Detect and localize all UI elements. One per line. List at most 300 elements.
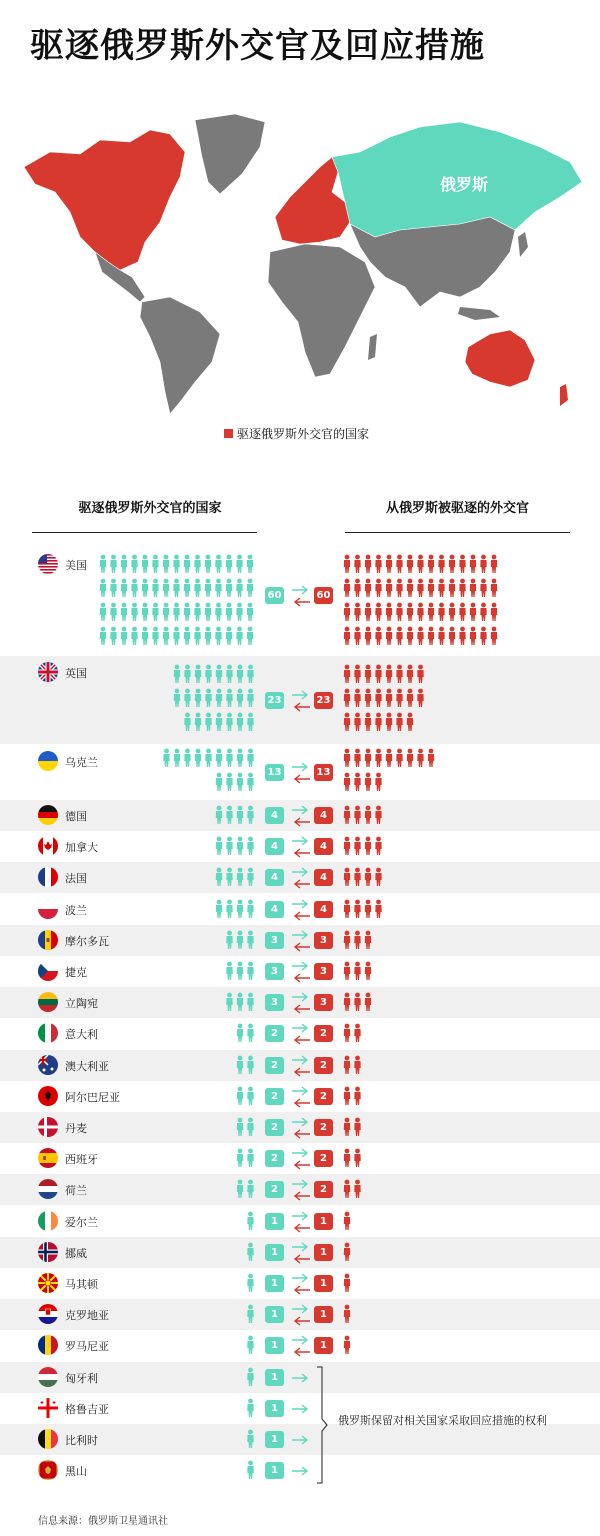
person-icon-expelling: [226, 555, 232, 573]
person-icon-expelling: [247, 1024, 253, 1042]
person-icon-expelling: [184, 665, 190, 683]
right-header-rule: [345, 532, 570, 533]
country-name: 罗马尼亚: [65, 1340, 109, 1354]
person-icon-expelling: [173, 579, 179, 597]
person-icon-expelling: [131, 603, 137, 621]
person-icon-expelling: [100, 555, 106, 573]
person-icon-expelled: [417, 749, 423, 767]
person-icon-expelled: [375, 899, 381, 917]
person-icon-expelled: [396, 627, 402, 645]
person-icon-expelling: [142, 555, 148, 573]
person-icon-expelling: [152, 603, 158, 621]
person-icon-expelling: [247, 689, 253, 707]
person-icon-expelled: [375, 837, 381, 855]
person-icon-expelling: [247, 1336, 253, 1354]
person-icon-expelling: [236, 555, 242, 573]
person-icon-expelling: [247, 993, 253, 1011]
person-icon-expelled: [344, 1180, 350, 1198]
person-icon-expelling: [247, 806, 253, 824]
person-icon-expelled: [344, 665, 350, 683]
exchange-arrows-icon: [290, 760, 312, 786]
person-icon-expelled: [365, 837, 371, 855]
person-icon-expelling: [226, 899, 232, 917]
person-icon-expelled: [386, 713, 392, 731]
person-icon-expelling: [131, 555, 137, 573]
person-icon-expelled: [375, 627, 381, 645]
person-icon-expelling: [110, 627, 116, 645]
person-icon-expelled: [365, 627, 371, 645]
country-name: 摩尔多瓦: [65, 934, 109, 948]
person-icon-expelling: [247, 1398, 253, 1416]
country-row: [0, 656, 600, 744]
person-icon-expelling: [184, 579, 190, 597]
person-icon-expelled: [354, 868, 360, 886]
person-icon-expelling: [247, 1305, 253, 1323]
person-icon-expelled: [459, 555, 465, 573]
person-icon-expelling: [247, 749, 253, 767]
person-icon-expelled: [354, 665, 360, 683]
person-icon-expelling: [216, 837, 222, 855]
person-icon-expelling: [184, 713, 190, 731]
exchange-arrows-icon: [290, 865, 312, 891]
expelled-count: 2: [265, 1181, 284, 1198]
person-icon-expelled: [407, 713, 413, 731]
right-column-header: 从俄罗斯被驱逐的外交官: [385, 501, 529, 516]
source-note: 信息来源：俄罗斯卫星通讯社: [38, 1516, 168, 1527]
country-row: [0, 1268, 600, 1299]
person-icon-expelling: [174, 665, 180, 683]
person-icon-expelled: [344, 837, 350, 855]
person-icon-expelling: [247, 1211, 253, 1229]
person-icon-expelling: [205, 603, 211, 621]
person-icon-expelled: [354, 1118, 360, 1136]
person-icon-expelled: [480, 579, 486, 597]
left-column-header: 驱逐俄罗斯外交官的国家: [78, 501, 222, 516]
person-icon-expelling: [215, 627, 221, 645]
person-icon-expelled: [407, 555, 413, 573]
person-icon-expelled: [344, 1086, 350, 1104]
person-icon-expelling: [121, 627, 127, 645]
exchange-arrows-icon: [290, 990, 312, 1016]
person-icon-expelling: [237, 868, 243, 886]
person-icon-expelled: [459, 579, 465, 597]
person-icon-expelled: [354, 689, 360, 707]
person-icon-expelled: [449, 579, 455, 597]
person-icon-expelling: [216, 773, 222, 791]
person-icon-expelling: [163, 603, 169, 621]
person-icon-expelling: [236, 579, 242, 597]
country-name: 荷兰: [65, 1184, 87, 1198]
person-icon-expelling: [247, 1367, 253, 1385]
country-row: [0, 1174, 600, 1205]
person-icon-expelled: [396, 665, 402, 683]
person-icon-expelling: [110, 555, 116, 573]
country-name: 爱尔兰: [65, 1215, 98, 1229]
person-icon-expelling: [247, 1274, 253, 1292]
person-icon-expelling: [216, 806, 222, 824]
person-icon-expelled: [365, 899, 371, 917]
person-icon-expelling: [215, 579, 221, 597]
person-icon-expelling: [247, 962, 253, 980]
person-icon-expelling: [174, 689, 180, 707]
person-icon-expelled: [428, 603, 434, 621]
country-row: [0, 1330, 600, 1361]
country-name: 比利时: [65, 1434, 98, 1447]
person-icon-expelled: [354, 837, 360, 855]
person-icon-expelling: [195, 713, 201, 731]
expelled-count: 1: [265, 1400, 284, 1417]
person-icon-expelling: [237, 806, 243, 824]
response-count: 4: [314, 901, 333, 918]
person-icon-expelled: [354, 773, 360, 791]
exchange-arrows-icon: [290, 583, 312, 609]
person-icon-expelled: [365, 749, 371, 767]
country-row: [0, 925, 600, 956]
left-header-rule: [32, 532, 257, 533]
person-icon-expelled: [344, 1274, 350, 1292]
person-icon-expelling: [184, 689, 190, 707]
map-south-america: [140, 297, 220, 414]
person-icon-expelled: [438, 555, 444, 573]
person-icon-expelling: [226, 930, 232, 948]
person-icon-expelled: [344, 1242, 350, 1260]
person-icon-expelled: [344, 1336, 350, 1354]
person-icon-expelling: [131, 579, 137, 597]
person-icon-expelled: [396, 749, 402, 767]
person-icon-expelled: [375, 713, 381, 731]
map-greenland: [195, 114, 265, 194]
person-icon-expelled: [344, 1149, 350, 1167]
exchange-arrows-icon: [290, 1302, 312, 1328]
person-icon-expelling: [247, 1086, 253, 1104]
response-count: 2: [314, 1088, 333, 1105]
exchange-arrows-icon: [290, 1177, 312, 1203]
country-name: 格鲁吉亚: [65, 1402, 109, 1416]
person-icon-expelled: [386, 665, 392, 683]
country-name: 西班牙: [65, 1153, 98, 1167]
person-icon-expelled: [407, 627, 413, 645]
person-icon-expelling: [205, 579, 211, 597]
person-icon-expelled: [386, 555, 392, 573]
person-icon-expelled: [491, 627, 497, 645]
country-row: [0, 1112, 600, 1143]
country-name: 克罗地亚: [65, 1309, 109, 1323]
person-icon-expelled: [344, 993, 350, 1011]
country-row: [0, 1018, 600, 1049]
person-icon-expelled: [344, 555, 350, 573]
person-icon-expelled: [344, 579, 350, 597]
expelled-count: 3: [265, 932, 284, 949]
country-row: [0, 1050, 600, 1081]
person-icon-expelling: [163, 749, 169, 767]
person-icon-expelling: [195, 689, 201, 707]
map-legend: [224, 425, 369, 442]
expelled-count: 13: [265, 764, 284, 781]
person-icon-expelling: [131, 627, 137, 645]
exchange-arrows-icon: [290, 1084, 312, 1110]
person-icon-expelled: [354, 899, 360, 917]
person-icon-expelled: [449, 603, 455, 621]
person-icon-expelled: [407, 665, 413, 683]
map-new-zealand: [560, 384, 568, 406]
person-icon-expelling: [247, 665, 253, 683]
person-icon-expelling: [194, 579, 200, 597]
person-icon-expelled: [396, 555, 402, 573]
person-icon-expelling: [215, 555, 221, 573]
person-icon-expelled: [354, 749, 360, 767]
expelled-count: 2: [265, 1088, 284, 1105]
person-icon-expelled: [365, 579, 371, 597]
person-icon-expelling: [100, 579, 106, 597]
country-row: [0, 862, 600, 893]
response-count: 1: [314, 1244, 333, 1261]
expelled-count: 4: [265, 869, 284, 886]
expelled-count: 1: [265, 1369, 284, 1386]
exchange-arrows-icon: [290, 897, 312, 923]
person-icon-expelled: [354, 1024, 360, 1042]
person-icon-expelled: [344, 962, 350, 980]
person-icon-expelled: [396, 579, 402, 597]
country-row: [0, 548, 600, 654]
person-icon-expelling: [226, 806, 232, 824]
person-icon-expelling: [152, 555, 158, 573]
person-icon-expelling: [247, 1461, 253, 1479]
person-icon-expelling: [237, 899, 243, 917]
response-count: 1: [314, 1337, 333, 1354]
person-icon-expelled: [375, 773, 381, 791]
person-icon-expelled: [354, 806, 360, 824]
person-icon-expelling: [237, 773, 243, 791]
country-name: 美国: [65, 559, 87, 572]
exchange-arrows-icon: [290, 1427, 312, 1453]
person-icon-expelling: [247, 930, 253, 948]
person-icon-expelling: [205, 555, 211, 573]
expelled-count: 4: [265, 838, 284, 855]
person-icon-expelled: [407, 749, 413, 767]
exchange-arrows-icon: [290, 1333, 312, 1359]
person-icon-expelling: [247, 1430, 253, 1448]
response-count: 1: [314, 1306, 333, 1323]
country-name: 英国: [65, 667, 87, 680]
country-name: 澳大利亚: [65, 1059, 109, 1073]
map-madagascar: [368, 334, 377, 360]
expelled-count: 2: [265, 1150, 284, 1167]
person-icon-expelled: [491, 603, 497, 621]
person-icon-expelling: [247, 837, 253, 855]
person-icon-expelling: [247, 1118, 253, 1136]
country-row: [0, 1424, 600, 1455]
country-row: [0, 894, 600, 925]
person-icon-expelling: [216, 899, 222, 917]
person-icon-expelling: [142, 579, 148, 597]
person-icon-expelling: [174, 749, 180, 767]
person-icon-expelled: [428, 555, 434, 573]
person-icon-expelling: [226, 993, 232, 1011]
person-icon-expelled: [417, 555, 423, 573]
map-japan: [518, 232, 528, 257]
person-icon-expelled: [449, 627, 455, 645]
person-icon-expelled: [459, 603, 465, 621]
person-icon-expelled: [354, 603, 360, 621]
person-icon-expelled: [344, 868, 350, 886]
exchange-arrows-icon: [290, 1271, 312, 1297]
person-icon-expelling: [205, 627, 211, 645]
person-icon-expelling: [184, 749, 190, 767]
map-north-america: [24, 130, 185, 270]
exchange-arrows-icon: [290, 1458, 312, 1484]
person-icon-expelled: [365, 555, 371, 573]
exchange-arrows-icon: [290, 928, 312, 954]
person-icon-expelling: [237, 962, 243, 980]
person-icon-expelled: [449, 555, 455, 573]
person-icon-expelled: [354, 1149, 360, 1167]
person-icon-expelling: [121, 603, 127, 621]
country-row: [0, 800, 600, 831]
person-icon-expelled: [470, 555, 476, 573]
person-icon-expelled: [407, 579, 413, 597]
person-icon-expelling: [247, 1149, 253, 1167]
person-icon-expelled: [428, 749, 434, 767]
person-icon-expelled: [396, 689, 402, 707]
person-icon-expelled: [417, 579, 423, 597]
person-icon-expelling: [237, 993, 243, 1011]
expelled-count: 2: [265, 1025, 284, 1042]
person-icon-expelled: [344, 1305, 350, 1323]
country-name: 加拿大: [65, 841, 98, 855]
person-icon-expelled: [417, 689, 423, 707]
person-icon-expelling: [236, 603, 242, 621]
person-icon-expelling: [247, 713, 253, 731]
person-icon-expelling: [226, 689, 232, 707]
bracket: [316, 1366, 328, 1484]
person-icon-expelling: [110, 603, 116, 621]
person-icon-expelling: [163, 579, 169, 597]
person-icon-expelling: [195, 749, 201, 767]
person-icon-expelled: [375, 749, 381, 767]
person-icon-expelling: [215, 603, 221, 621]
person-icon-expelled: [354, 555, 360, 573]
person-icon-expelling: [226, 603, 232, 621]
expelled-count: 1: [265, 1244, 284, 1261]
person-icon-expelled: [344, 899, 350, 917]
response-count: 1: [314, 1275, 333, 1292]
person-icon-expelling: [226, 837, 232, 855]
person-icon-expelling: [236, 627, 242, 645]
person-icon-expelled: [459, 627, 465, 645]
person-icon-expelling: [100, 603, 106, 621]
country-name: 法国: [65, 872, 87, 886]
person-icon-expelled: [354, 627, 360, 645]
person-icon-expelling: [226, 627, 232, 645]
person-icon-expelled: [386, 603, 392, 621]
person-icon-expelled: [344, 627, 350, 645]
person-icon-expelled: [396, 713, 402, 731]
response-count: 23: [314, 692, 333, 709]
person-icon-expelled: [354, 962, 360, 980]
expelled-count: 1: [265, 1431, 284, 1448]
country-name: 挪威: [65, 1246, 87, 1260]
person-icon-expelled: [365, 689, 371, 707]
expelled-count: 2: [265, 1057, 284, 1074]
person-icon-expelling: [216, 868, 222, 886]
person-icon-expelled: [375, 579, 381, 597]
person-icon-expelled: [344, 603, 350, 621]
country-row: [0, 1081, 600, 1112]
person-icon-expelled: [365, 773, 371, 791]
person-icon-expelled: [480, 627, 486, 645]
person-icon-expelled: [365, 603, 371, 621]
person-icon-expelling: [216, 713, 222, 731]
person-icon-expelled: [386, 749, 392, 767]
response-count: 1: [314, 1213, 333, 1230]
person-icon-expelling: [152, 579, 158, 597]
response-count: 60: [314, 587, 333, 604]
person-icon-expelling: [247, 773, 253, 791]
person-icon-expelling: [195, 665, 201, 683]
person-icon-expelling: [237, 689, 243, 707]
person-icon-expelled: [344, 1055, 350, 1073]
person-icon-expelling: [184, 603, 190, 621]
person-icon-expelling: [226, 962, 232, 980]
bracket-note: 俄罗斯保留对相关国家采取回应措施的权利: [338, 1414, 547, 1427]
person-icon-expelling: [110, 579, 116, 597]
person-icon-expelling: [152, 627, 158, 645]
person-icon-expelled: [480, 603, 486, 621]
expelled-count: 1: [265, 1337, 284, 1354]
map-russia-label: 俄罗斯: [440, 175, 489, 194]
person-icon-expelling: [163, 555, 169, 573]
person-icon-expelling: [205, 749, 211, 767]
person-icon-expelled: [386, 579, 392, 597]
world-map: [20, 112, 585, 417]
expelled-count: 4: [265, 901, 284, 918]
exchange-arrows-icon: [290, 1396, 312, 1422]
person-icon-expelled: [407, 689, 413, 707]
person-icon-expelled: [365, 868, 371, 886]
person-icon-expelling: [226, 749, 232, 767]
country-row: [0, 1237, 600, 1268]
map-australia: [465, 330, 535, 387]
person-icon-expelling: [247, 1055, 253, 1073]
expelled-count: 60: [265, 587, 284, 604]
person-icon-expelling: [173, 627, 179, 645]
person-icon-expelled: [365, 665, 371, 683]
person-icon-expelling: [237, 713, 243, 731]
person-icon-expelled: [365, 993, 371, 1011]
person-icon-expelled: [344, 1024, 350, 1042]
person-icon-expelling: [226, 579, 232, 597]
person-icon-expelled: [375, 689, 381, 707]
person-icon-expelling: [173, 603, 179, 621]
map-africa: [268, 244, 375, 377]
person-icon-expelling: [247, 579, 253, 597]
person-icon-expelled: [396, 603, 402, 621]
response-count: 2: [314, 1025, 333, 1042]
person-icon-expelled: [375, 555, 381, 573]
expelled-count: 1: [265, 1213, 284, 1230]
country-name: 丹麦: [65, 1122, 87, 1135]
person-icon-expelling: [237, 1086, 243, 1104]
person-icon-expelling: [142, 627, 148, 645]
map-indonesia: [458, 307, 500, 320]
person-icon-expelling: [121, 555, 127, 573]
exchange-arrows-icon: [290, 959, 312, 985]
country-name: 乌克兰: [65, 756, 98, 769]
expelled-count: 1: [265, 1275, 284, 1292]
person-icon-expelling: [247, 603, 253, 621]
country-name: 意大利: [65, 1028, 98, 1042]
country-row: [0, 1362, 600, 1393]
